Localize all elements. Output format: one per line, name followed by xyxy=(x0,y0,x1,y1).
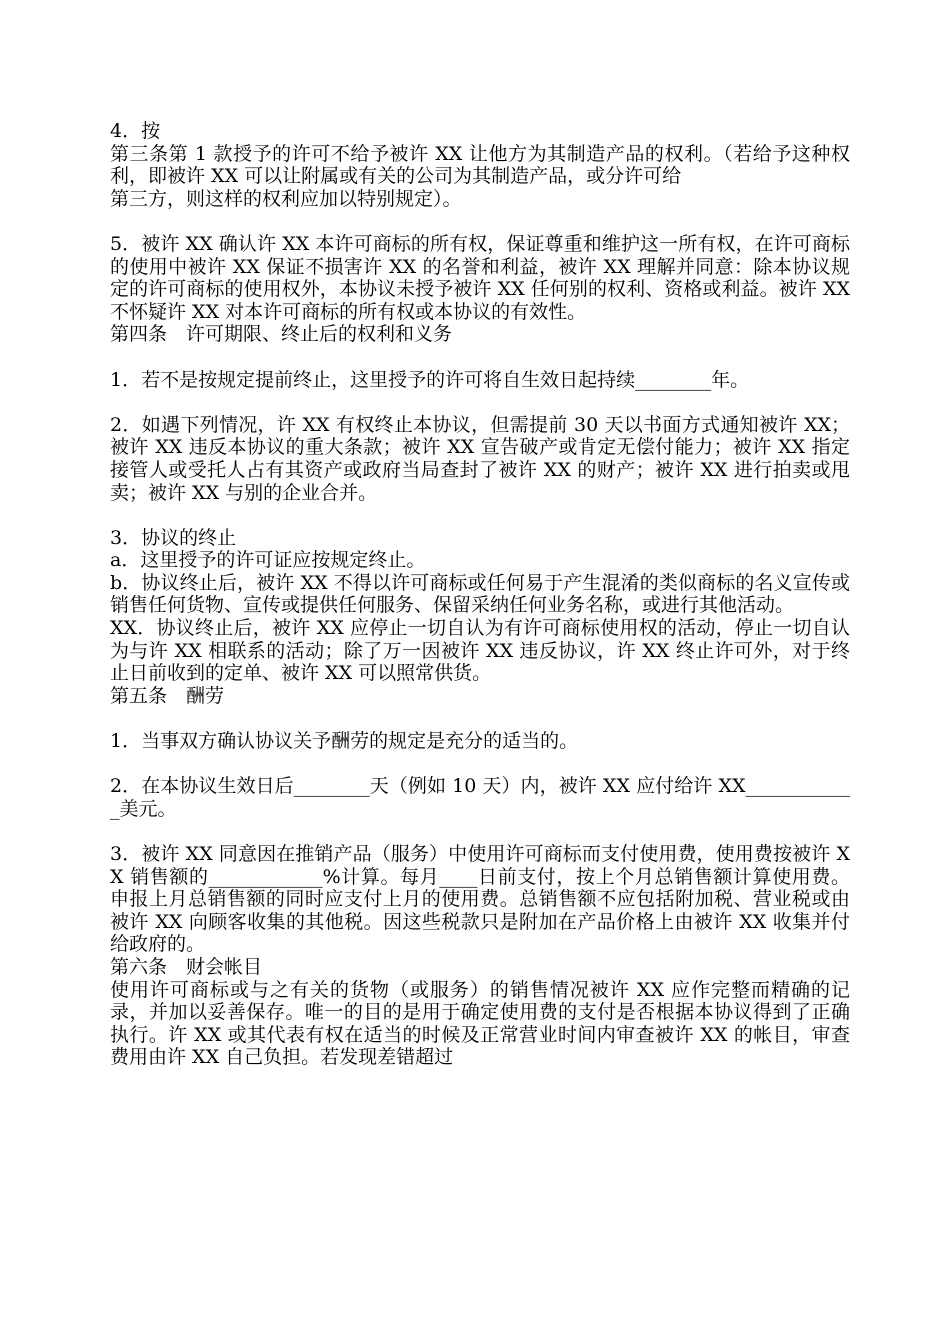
blank-line xyxy=(110,391,850,414)
blank-line xyxy=(110,346,850,369)
paragraph-item3-xx: XX．协议终止后，被许 XX 应停止一切自认为有许可商标使用权的活动，停止一切自认为与许 XX 相联系的活动；除了万一因被许 XX 违反协议，许 XX 终止许可外，对于终止日前收到的定单、被许 XX 可以照常供货。 xyxy=(110,617,850,685)
paragraph-article5-item1: 1．当事双方确认协议关予酬劳的规定是充分的适当的。 xyxy=(110,730,579,753)
blank-line xyxy=(110,753,850,776)
paragraph-item-4-heading: 4．按 xyxy=(110,120,161,142)
paragraph-article4-item2: 2．如遇下列情况，许 XX 有权终止本协议，但需提前 30 天以书面方式通知被许 XX；被许 XX 违反本协议的重大条款；被许 XX 宣告破产或肯定无偿付能力；被许 XX 指定接管人或受托人占有其资产或政府当局查封了被许 XX 的财产；被许 XX 进行拍卖或甩卖；被许 XX 与别的企业合并。 xyxy=(110,413,850,504)
blank-line xyxy=(110,210,850,233)
paragraph-article3-clause1: 第三条第 1 款授予的许可不给予被许 XX 让他方为其制造产品的权利。（若给予这种权利，即被许 XX 可以让附属或有关的公司为其制造产品，或分许可给 xyxy=(110,142,850,188)
blank-line xyxy=(110,504,850,527)
paragraph-item3-a: a．这里授予的许可证应按规定终止。 xyxy=(110,549,426,572)
blank-line xyxy=(110,820,850,843)
section-heading-article4: 第四条 许可期限、终止后的权利和义务 xyxy=(110,323,453,346)
section-heading-article5: 第五条 酬劳 xyxy=(110,684,225,707)
document-page xyxy=(110,120,857,1069)
paragraph-article5-item3: 3．被许 XX 同意因在推销产品（服务）中使用许可商标而支付使用费，使用费按被许 XX 销售额的____________%计算。每月____日前支付，按上个月总销售额计算使用费。申报上月总销售额的同时应支付上月的使用费。总销售额不应包括附加税、营业税或由被许 XX 向顾客收集的其他税。因这些税款只是附加在产品价格上由被许 XX 收集并付给政府的。 xyxy=(110,843,850,956)
section-heading-article6: 第六条 财会帐目 xyxy=(110,955,263,978)
paragraph-article4-item3: 3．协议的终止 xyxy=(110,526,237,549)
paragraph-item-5: 5．被许 XX 确认许 XX 本许可商标的所有权，保证尊重和维护这一所有权，在许可商标的使用中被许 XX 保证不损害许 XX 的名誉和利益，被许 XX 理解并同意：除本协议规定的许可商标的使用权外，本协议未授予被许 XX 任何别的权利、资格或利益。被许 XX 不怀疑许 XX 对本许可商标的所有权或本协议的有效性。 xyxy=(110,232,857,323)
paragraph-third-party: 第三方，则这样的权利应加以特别规定）。 xyxy=(110,187,462,210)
paragraph-item3-b: b．协议终止后，被许 XX 不得以许可商标或任何易于产生混淆的类似商标的名义宣传或销售任何货物、宣传或提供任何服务、保留采纳任何业务名称，或进行其他活动。 xyxy=(110,571,850,617)
paragraph-article5-item2: 2．在本协议生效日后________天（例如 10 天）内，被许 XX 应付给许 XX____________美元。 xyxy=(110,775,850,820)
paragraph-article4-item1: 1．若不是按规定提前终止，这里授予的许可将自生效日起持续________年。 xyxy=(110,368,750,391)
blank-line xyxy=(110,707,850,730)
paragraph-article6-body: 使用许可商标或与之有关的货物（或服务）的销售情况被许 XX 应作完整而精确的记录，并加以妥善保存。唯一的目的是用于确定使用费的支付是否根据本协议得到了正确执行。许 XX 或其代表有权在适当的时候及正常营业时间内审查被许 XX 的帐目，审查费用由许 XX 自己负担。若发现差错超过 xyxy=(110,978,850,1069)
